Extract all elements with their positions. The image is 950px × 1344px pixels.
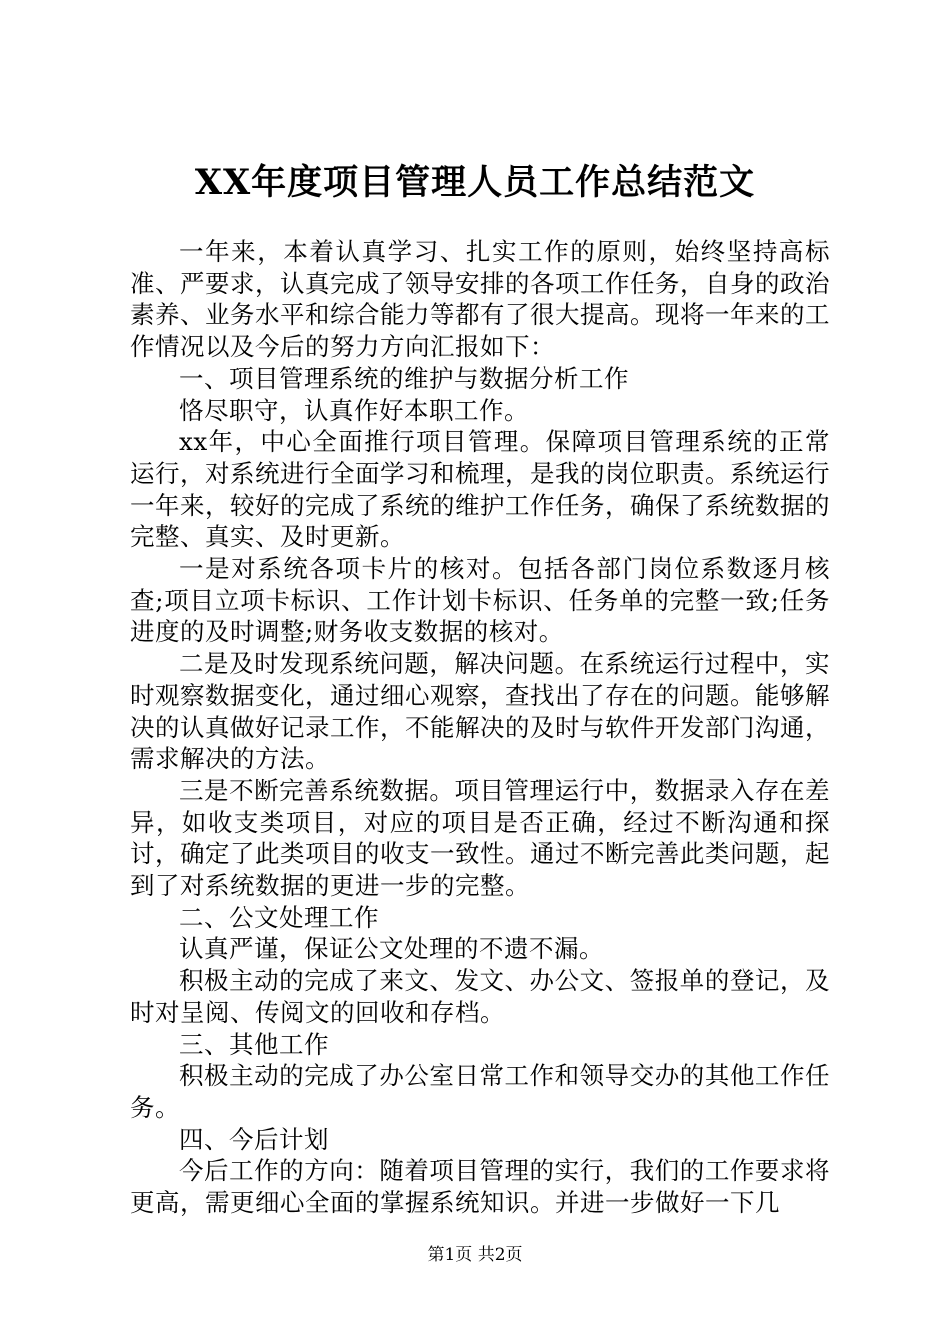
body-paragraph: 三是不断完善系统数据。项目管理运行中，数据录入存在差异，如收支类项目，对应的项目是否正确，经过不断沟通和探讨，确定了此类项目的收支一致性。通过不断完善此类问题，起到了对系统数据的更进一步的完整。 xyxy=(130,775,830,901)
page-number-footer: 第1页 共2页 xyxy=(427,1245,523,1265)
document-title: XX年度项目管理人员工作总结范文 xyxy=(194,162,756,203)
section-heading-3: 三、其他工作 xyxy=(179,1029,329,1059)
body-paragraph: 二是及时发现系统问题，解决问题。在系统运行过程中，实时观察数据变化，通过细心观察，查找出了存在的问题。能够解决的认真做好记录工作，不能解决的及时与软件开发部门沟通，需求解决的方法。 xyxy=(130,649,830,774)
section-heading-1: 一、项目管理系统的维护与数据分析工作 xyxy=(179,363,629,393)
body-paragraph: xx年，中心全面推行项目管理。保障项目管理系统的正常运行，对系统进行全面学习和梳理，是我的岗位职责。系统运行一年来，较好的完成了系统的维护工作任务，确保了系统数据的完整、真实、及时更新。 xyxy=(130,427,830,552)
body-paragraph: 一是对系统各项卡片的核对。包括各部门岗位系数逐月核查;项目立项卡标识、工作计划卡标识、任务单的完整一致;任务进度的及时调整;财务收支数据的核对。 xyxy=(130,554,830,647)
body-paragraph: 恪尽职守，认真作好本职工作。 xyxy=(179,395,529,425)
body-paragraph: 积极主动的完成了来文、发文、办公文、签报单的登记，及时对呈阅、传阅文的回收和存档。 xyxy=(130,966,830,1027)
document-body xyxy=(130,236,830,1219)
section-heading-4: 四、今后计划 xyxy=(179,1124,329,1154)
body-paragraph: 今后工作的方向：随着项目管理的实行，我们的工作要求将更高，需更细心全面的掌握系统知识。并进一步做好一下几 xyxy=(130,1156,830,1218)
intro-paragraph: 一年来，本着认真学习、扎实工作的原则，始终坚持高标准、严要求，认真完成了领导安排的各项工作任务，自身的政治素养、业务水平和综合能力等都有了很大提高。现将一年来的工作情况以及今后的努力方向汇报如下： xyxy=(130,237,830,362)
body-paragraph: 认真严谨，保证公文处理的不遗不漏。 xyxy=(179,934,604,964)
section-heading-2: 二、公文处理工作 xyxy=(179,902,379,932)
body-paragraph: 积极主动的完成了办公室日常工作和领导交办的其他工作任务。 xyxy=(130,1061,830,1122)
